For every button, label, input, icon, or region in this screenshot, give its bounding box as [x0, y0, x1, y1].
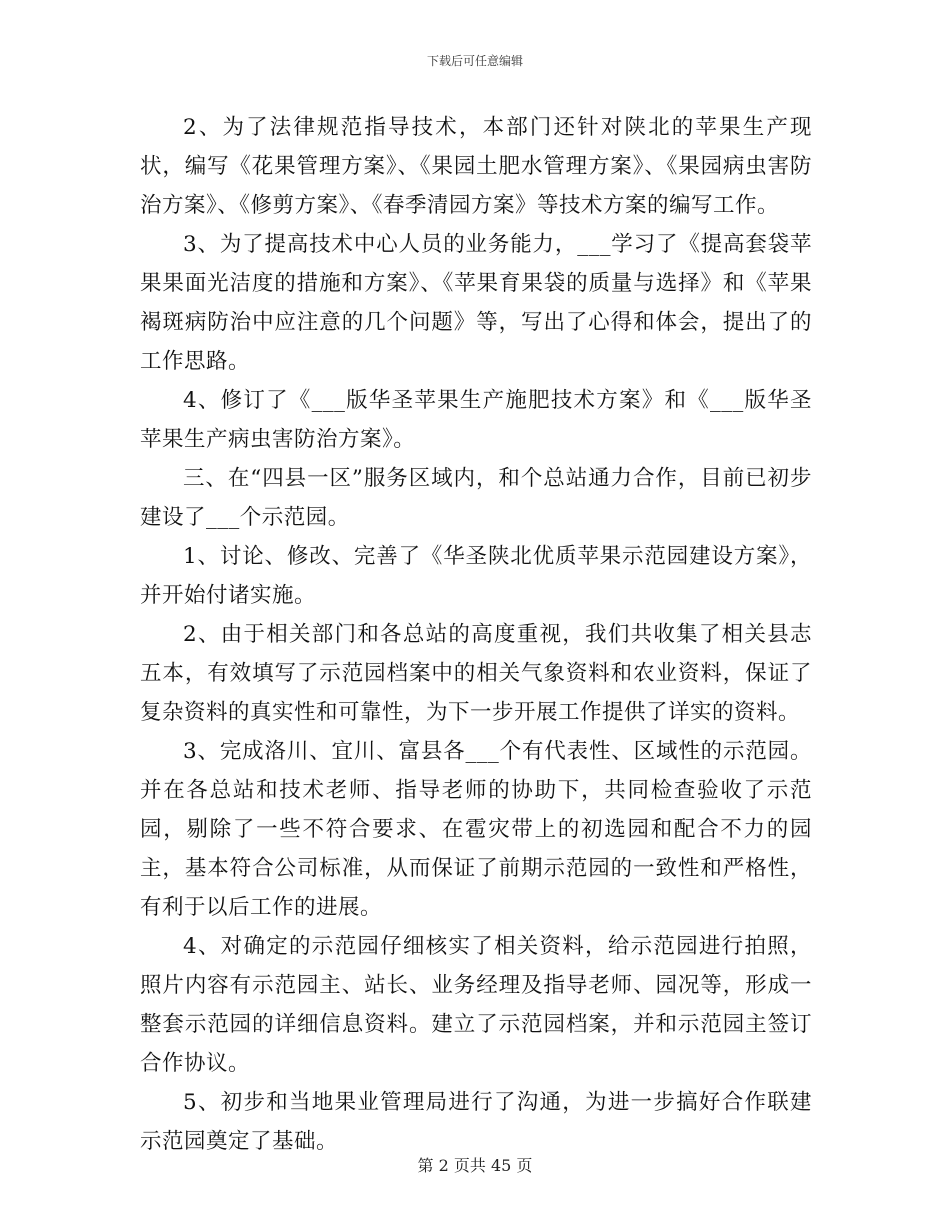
- paragraph-1: 2、为了法律规范指导技术，本部门还针对陕北的苹果生产现状，编写《花果管理方案》、《果园土肥水管理方案》、《果园病虫害防治方案》、《修剪方案》、《春季清园方案》等技术方案的编写工作。: [140, 115, 812, 218]
- paragraph-8: 4、对确定的示范园仔细核实了相关资料，给示范园进行拍照，照片内容有示范园主、站长、业务经理及指导老师、园况等，形成一整套示范园的详细信息资料。建立了示范园档案，并和示范园主签订合作协议。: [140, 934, 812, 1076]
- paragraph-7: 3、完成洛川、宜川、富县各___个有代表性、区域性的示范园。并在各总站和技术老师、指导老师的协助下，共同检查验收了示范园，剔除了一些不符合要求、在雹灾带上的初选园和配合不力的园主，基本符合公司标准，从而保证了前期示范园的一致性和严格性，有利于以后工作的进展。: [140, 739, 812, 920]
- paragraph-5: 1、讨论、修改、完善了《华圣陕北优质苹果示范园建设方案》，并开始付诸实施。: [140, 544, 812, 608]
- page-header: 下载后可任意编辑: [426, 54, 523, 68]
- paragraph-3: 4、修订了《___版华圣苹果生产施肥技术方案》和《___版华圣苹果生产病虫害防治方案》。: [140, 388, 812, 452]
- document-body: [140, 108, 812, 1161]
- paragraph-9: 5、初步和当地果业管理局进行了沟通，为进一步搞好合作联建示范园奠定了基础。: [140, 1090, 812, 1154]
- paragraph-4: 三、在“四县一区”服务区域内，和个总站通力合作，目前已初步建设了___个示范园。: [140, 466, 812, 530]
- page-footer: 第 2 页共 45 页: [417, 1156, 533, 1175]
- paragraph-6: 2、由于相关部门和各总站的高度重视，我们共收集了相关县志五本，有效填写了示范园档案中的相关气象资料和农业资料，保证了复杂资料的真实性和可靠性，为下一步开展工作提供了详实的资料。: [140, 622, 812, 725]
- paragraph-2: 3、为了提高技术中心人员的业务能力，___学习了《提高套袋苹果果面光洁度的措施和方案》、《苹果育果袋的质量与选择》和《苹果褐斑病防治中应注意的几个问题》等，写出了心得和体会，提出了的工作思路。: [140, 232, 812, 374]
